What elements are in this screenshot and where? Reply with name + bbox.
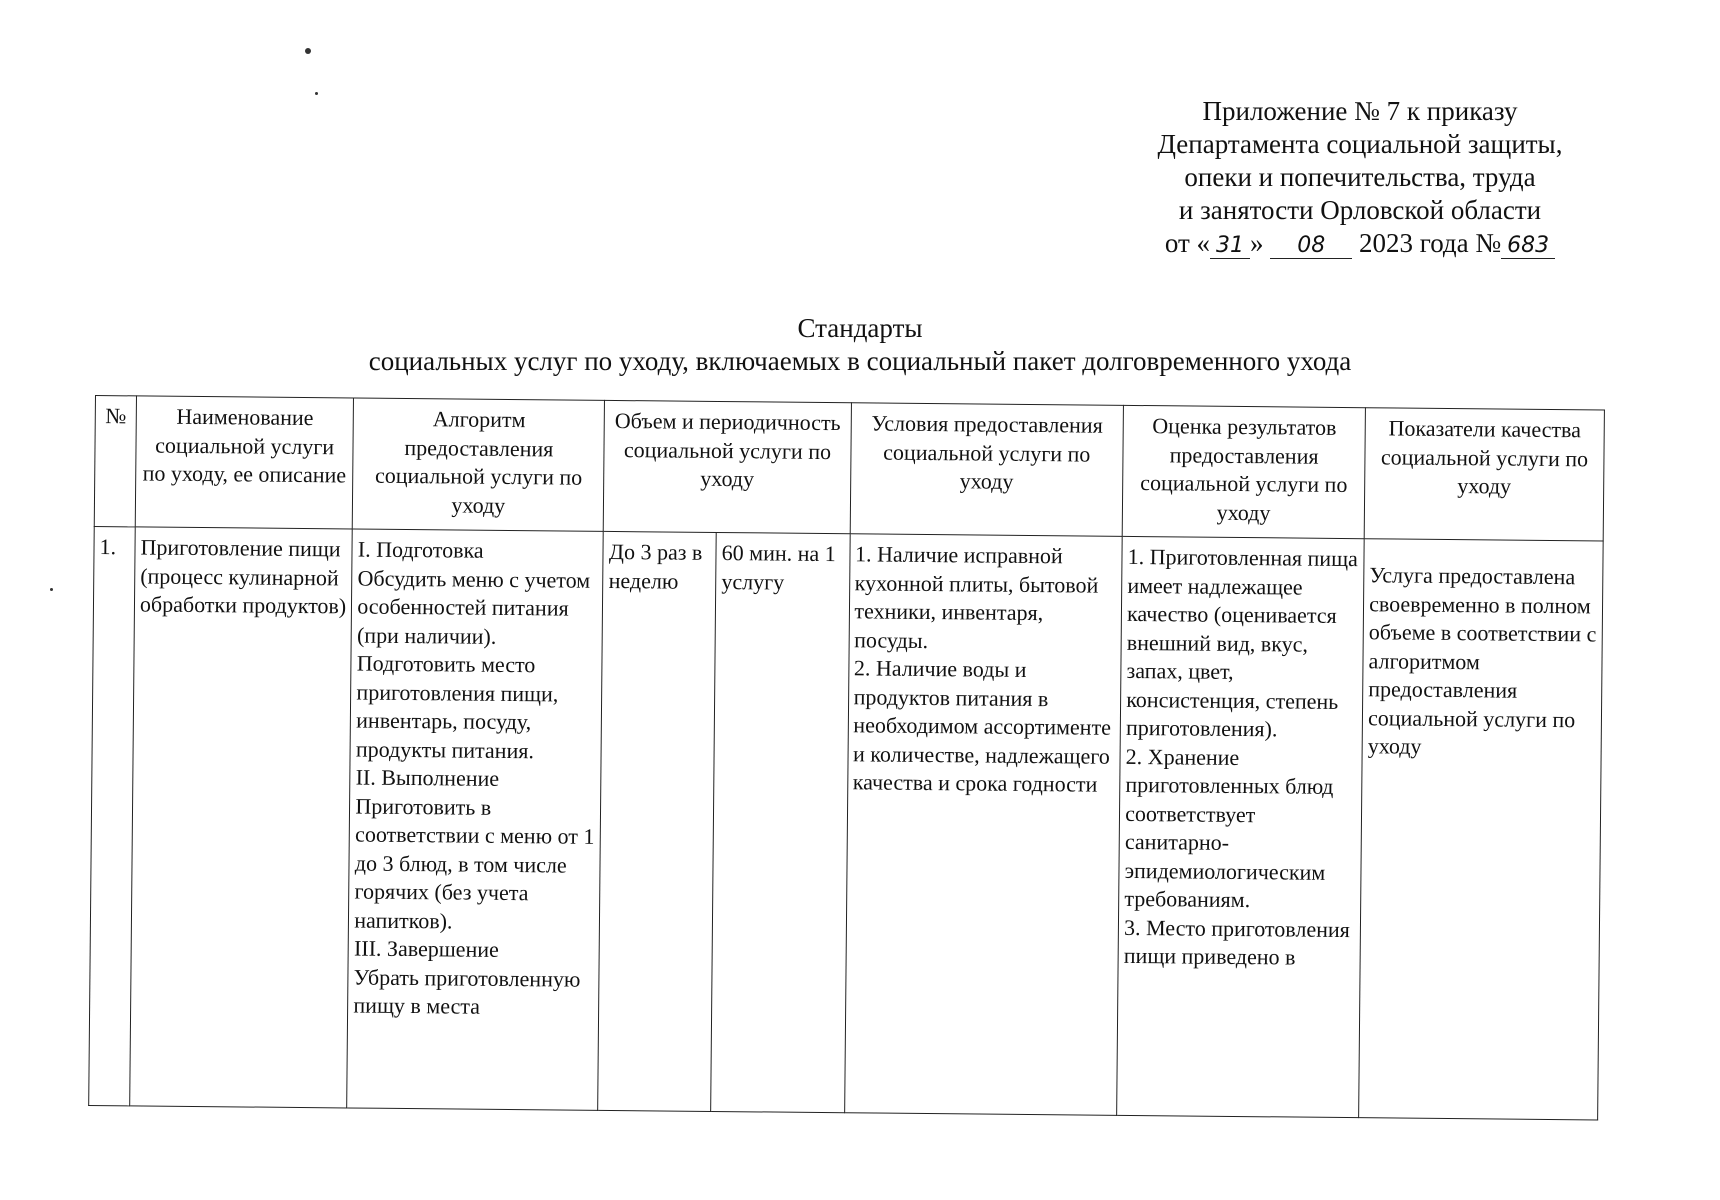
algorithm-step: II. Выполнение — [355, 764, 500, 791]
cell-num: 1. — [89, 526, 136, 1105]
evaluation-item: 1. Приготовленная пища имеет надлежащее качество (оценивается внешний вид, вкус, запах, цвет, консистенция, степень приготовления). — [1125, 543, 1358, 742]
appendix-line-4: и занятости Орловской области — [1178, 195, 1542, 225]
algorithm-step: Убрать приготовленную пищу в места — [353, 964, 581, 1019]
appendix-header — [1120, 95, 1600, 260]
appendix-line-3: опеки и попечительства, труда — [1184, 162, 1536, 192]
date-prefix: от « — [1164, 228, 1211, 258]
table-row — [89, 526, 1603, 1119]
algorithm-step: Подготовить место приготовления пищи, инвентарь, посуду, продукты питания. — [355, 650, 559, 763]
scan-speck — [305, 48, 311, 54]
header-conditions: Условия предоставления социальной услуги по уходу — [850, 403, 1124, 537]
order-number-handwritten: 683 — [1501, 234, 1555, 259]
appendix-line-1: Приложение № 7 к приказу — [1202, 96, 1518, 126]
evaluation-item: 2. Хранение приготовленных блюд соответствует санитарно-эпидемиологическим требованиям. — [1124, 743, 1334, 913]
header-algorithm: Алгоритм предоставления социальной услуги по уходу — [353, 398, 605, 531]
algorithm-step: I. Подготовка — [357, 536, 484, 563]
header-volume: Объем и периодичность социальной услуги по уходу — [604, 400, 851, 533]
header-quality: Показатели качества социальной услуги по уходу — [1364, 408, 1604, 541]
cell-name: Приготовление пищи (процесс кулинарной обработки продуктов) — [130, 527, 353, 1108]
cell-evaluation — [1117, 536, 1364, 1117]
standards-table-wrapper — [88, 395, 1605, 1120]
title-line-2: социальных услуг по уходу, включаемых в социальный пакет долговременного ухода — [368, 346, 1352, 376]
table-header-row — [94, 396, 1604, 541]
scan-speck — [315, 92, 318, 95]
cell-conditions — [844, 534, 1122, 1116]
header-name: Наименование социальной услуги по уходу, ее описание — [135, 396, 354, 529]
condition-item: 2. Наличие воды и продуктов питания в необходимом ассортименте и количестве, надлежащего качества и срока годности — [852, 655, 1112, 797]
header-num: № — [94, 396, 136, 527]
scan-speck — [50, 588, 53, 591]
date-year: 2023 года № — [1359, 228, 1502, 258]
cell-algorithm — [347, 529, 604, 1110]
cell-duration: 60 мин. на 1 услугу — [711, 532, 850, 1112]
standards-table — [88, 395, 1605, 1120]
date-mid: » — [1250, 228, 1264, 258]
algorithm-step: III. Завершение — [353, 935, 499, 962]
cell-quality: Услуга предоставлена своевременно в полном объеме в соответствии с алгоритмом предоставления социальной услуги по уходу — [1359, 539, 1603, 1120]
algorithm-step: Обсудить меню с учетом особенностей питания (при наличии). — [356, 565, 591, 649]
condition-item: 1. Наличие исправной кухонной плиты, бытовой техники, инвентаря, посуды. — [854, 541, 1099, 653]
algorithm-step: Приготовить в соответствии с меню от 1 до 3 блюд, в том числе горячих (без учета напитков). — [354, 793, 595, 933]
date-month-handwritten: 08 — [1270, 234, 1352, 259]
cell-frequency: До 3 раз в неделю — [598, 531, 716, 1111]
appendix-date-line — [1120, 227, 1600, 260]
appendix-line-2: Департамента социальной защиты, — [1157, 129, 1563, 159]
title-line-1: Стандарты — [797, 313, 923, 343]
document-title — [310, 312, 1410, 378]
evaluation-item: 3. Место приготовления пищи приведено в — [1123, 914, 1350, 970]
header-evaluation: Оценка результатов предоставления социальной услуги по уходу — [1122, 405, 1365, 538]
date-day-handwritten: 31 — [1210, 234, 1250, 259]
